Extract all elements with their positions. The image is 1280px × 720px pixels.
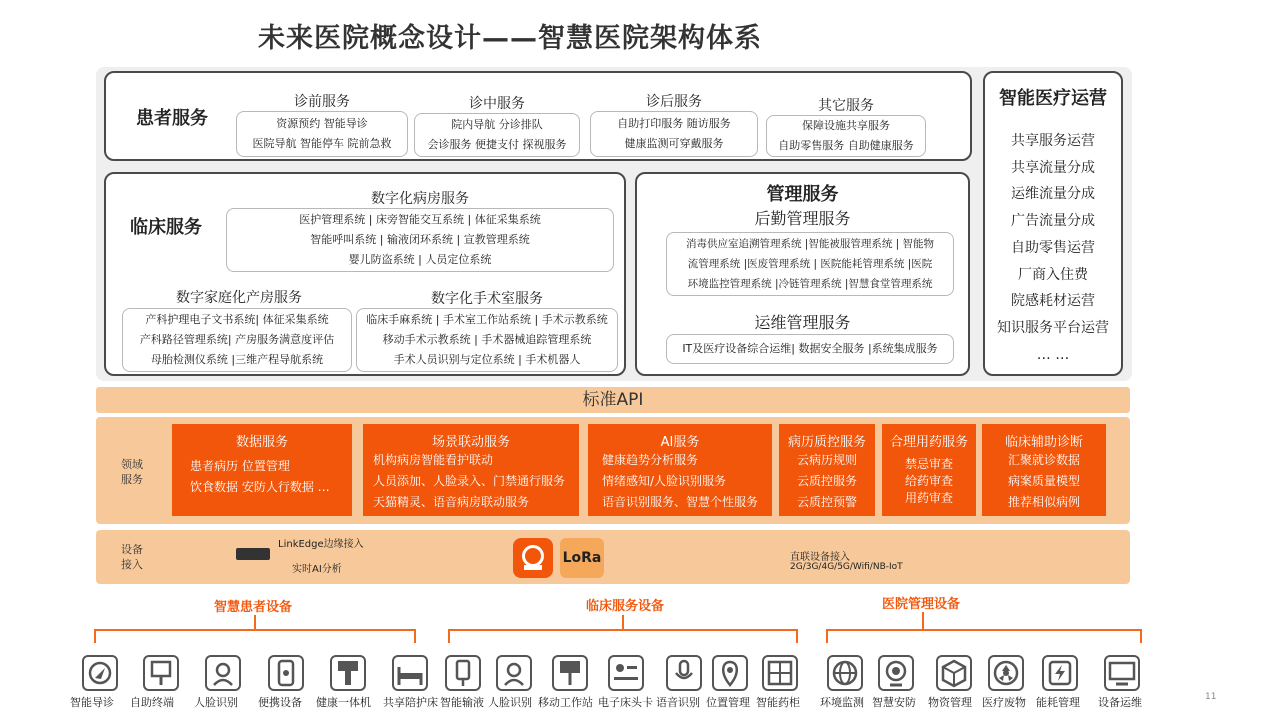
in-visit-line: 会诊服务 便捷支付 探视服务 [427,138,567,151]
device-label: 人脸识别 [488,696,532,709]
digital-ward-line: 婴儿防盗系统 | 人员定位系统 [348,253,492,266]
ai-service-line: 健康趋势分析服务 [602,453,699,467]
device-label-line: 设备 [121,543,143,556]
data-service-line: 患者病历 位置管理 [190,459,290,473]
surgery-line: 手术人员识别与定位系统 | 手术机器人 [393,353,581,366]
digital-ward-box [226,208,614,272]
hazard-icon [988,655,1024,691]
clinical-services-label: 临床服务 [130,217,202,238]
device-label: 能耗管理 [1036,696,1080,709]
patient-services-label: 患者服务 [136,108,208,129]
clinical-devices-bracket [448,629,798,643]
surgery-box [356,308,618,372]
other-services-line: 保障设施共享服务 [802,119,890,132]
operations-item: 知识服务平台运营 [997,319,1109,336]
clinical-diagnosis-line: 病案质量模型 [1007,474,1080,488]
pre-visit-title: 诊前服务 [294,94,350,110]
kiosk-icon [143,655,179,691]
direct-access-title: 直联设备接入 [790,552,850,563]
other-services-title: 其它服务 [818,98,874,114]
device-label: 物资管理 [928,696,972,709]
patient-devices-bracket [94,629,416,643]
edge-gateway-icon [236,548,270,560]
device-label: 智能输液 [440,696,484,709]
digital-ward-line: 智能呼叫系统 | 输液闭环系统 | 宣教管理系统 [310,233,530,246]
wireless-hub-icon [513,538,553,578]
microphone-icon [666,655,702,691]
face-id-icon [496,655,532,691]
data-service-title: 数据服务 [235,435,288,450]
bed-icon [392,655,428,691]
scene-linkage-line: 人员添加、人脸录入、门禁通行服务 [373,474,566,488]
hospital-devices-bracket [826,629,1142,643]
scene-linkage-line: 机构病房智能看护联动 [373,453,494,467]
rational-drug-line: 禁忌审查 [904,457,953,471]
operations-item: 运维流量分成 [1011,186,1095,203]
device-label: 医疗废物 [982,696,1026,709]
lora-badge: LoRa [560,538,604,578]
operations-list [983,128,1123,368]
operations-item: 广告流量分成 [1011,213,1095,230]
portable-device-icon [268,655,304,691]
maintenance-line: IT及医疗设备综合运维| 数据安全服务 |系统集成服务 [682,342,938,355]
device-access-label [110,542,154,572]
linkedge-title: LinkEdge边缘接入 [278,539,364,550]
logistics-line: 环境监控管理系统 |冷链管理系统 |智慧食堂管理系统 [687,278,933,290]
direct-access-subtitle: 2G/3G/4G/5G/Wifi/NB-IoT [790,562,903,572]
logistics-line: 流管理系统 |医废管理系统 | 医院能耗管理系统 |医院 [687,258,933,270]
operations-title: 智能医疗运营 [999,88,1107,109]
navigation-icon [82,655,118,691]
record-qc-line: 云质控服务 [796,474,857,488]
other-services-box [766,115,926,157]
scene-linkage-title: 场景联动服务 [431,435,510,450]
in-visit-line: 院内导航 分诊排队 [451,118,543,131]
operations-item: 共享流量分成 [1011,159,1095,176]
device-label: 电子床头卡 [598,696,653,709]
maintenance-title: 运维管理服务 [754,313,851,332]
post-visit-line: 自助打印服务 随访服务 [617,117,731,130]
data-service-box [172,424,352,516]
logistics-title: 后勤管理服务 [754,209,851,228]
page-title: 未来医院概念设计——智慧医院架构体系 [258,23,762,54]
monitor-icon [1104,655,1140,691]
domain-services-label [110,457,154,487]
device-label: 智慧安防 [872,696,916,709]
scene-linkage-line: 天猫精灵、语音病房联动服务 [373,495,530,509]
hospital-devices-title: 医院管理设备 [882,597,961,612]
maternity-box [122,308,352,372]
bracket-stem [254,615,256,629]
record-qc-line: 云病历规则 [796,453,857,467]
device-label: 位置管理 [706,696,750,709]
energy-icon [1042,655,1078,691]
device-label: 自助终端 [130,696,174,709]
device-label: 智能药柜 [756,696,800,709]
clinical-diagnosis-line: 汇聚就诊数据 [1007,453,1080,467]
operations-item: 共享服务运营 [1011,133,1095,149]
pre-visit-box [236,111,408,157]
bedside-card-icon [608,655,644,691]
rational-drug-line: 用药审查 [904,491,953,505]
camera-icon [878,655,914,691]
health-station-icon [330,655,366,691]
ai-service-line: 语音识别服务、智慧个性服务 [602,495,759,509]
face-id-icon [205,655,241,691]
device-label-line: 接入 [121,558,143,571]
clinical-diagnosis-line: 推荐相似病例 [1007,495,1080,509]
record-qc-title: 病历质控服务 [787,435,866,450]
management-services-label: 管理服务 [766,184,839,205]
bracket-stem [622,615,624,629]
operations-item: … … [1036,346,1070,363]
device-label: 人脸识别 [194,696,238,709]
device-label: 共享陪护床 [383,696,438,709]
clinical-devices-title: 临床服务设备 [586,599,665,614]
infusion-icon [445,655,481,691]
maternity-title: 数字家庭化产房服务 [176,290,302,306]
in-visit-box [414,113,580,157]
operations-item: 院感耗材运营 [1011,293,1095,310]
device-label: 健康一体机 [316,696,371,709]
record-qc-line: 云质控预警 [796,495,857,509]
pre-visit-line: 医院导航 智能停车 院前急救 [252,137,392,150]
logistics-line: 消毒供应室追溯管理系统 |智能被服管理系统 | 智能物 [685,238,935,250]
in-visit-title: 诊中服务 [469,96,525,112]
surgery-title: 数字化手术室服务 [431,291,543,307]
device-label: 环境监测 [820,696,864,709]
device-label: 便携设备 [258,696,302,709]
device-label: 设备运维 [1098,696,1142,709]
rational-drug-line: 给药审查 [904,474,953,488]
post-visit-line: 健康监测可穿戴服务 [624,137,724,150]
box-icon [936,655,972,691]
device-label: 移动工作站 [538,696,593,709]
device-label: 智能导诊 [70,696,114,709]
other-services-line: 自助零售服务 自助健康服务 [778,139,914,152]
clinical-diagnosis-box [982,424,1106,516]
linkedge-subtitle: 实时AI分析 [292,564,342,575]
logistics-box [666,232,954,296]
domain-label-line: 服务 [121,473,143,486]
pre-visit-line: 资源预约 智能导诊 [276,117,368,130]
medicine-cabinet-icon [762,655,798,691]
ai-service-title: AI服务 [660,435,700,450]
patient-devices-title: 智慧患者设备 [214,600,293,615]
page-number: 11 [1205,692,1217,702]
standard-api-bar: 标准API [96,387,1130,413]
ai-service-box [588,424,772,516]
maternity-line: 产科路径管理系统| 产房服务满意度评估 [139,333,335,346]
location-pin-icon [712,655,748,691]
digital-ward-title: 数字化病房服务 [371,191,469,207]
rational-drug-title: 合理用药服务 [889,435,968,450]
globe-icon [827,655,863,691]
operations-item: 厂商入住费 [1018,266,1088,283]
record-qc-box [779,424,875,516]
ai-service-line: 情绪感知/人脸识别服务 [602,474,727,488]
post-visit-title: 诊后服务 [646,94,702,110]
data-service-line: 饮食数据 安防人行数据 … [190,480,330,494]
device-label: 语音识别 [656,696,700,709]
bracket-stem [922,612,924,629]
digital-ward-line: 医护管理系统 | 床旁智能交互系统 | 体征采集系统 [299,213,541,226]
operations-item: 自助零售运营 [1011,239,1095,256]
maternity-line: 产科护理电子文书系统| 体征采集系统 [145,313,329,326]
mobile-workstation-icon [552,655,588,691]
maintenance-box [666,334,954,364]
post-visit-box [590,111,758,157]
clinical-diagnosis-title: 临床辅助诊断 [1004,435,1083,450]
rational-drug-box [882,424,976,516]
domain-label-line: 领域 [121,458,143,471]
surgery-line: 移动手术示教系统 | 手术器械追踪管理系统 [382,333,592,346]
surgery-line: 临床手麻系统 | 手术室工作站系统 | 手术示教系统 [366,313,608,326]
maternity-line: 母胎检测仪系统 |三维产程导航系统 [150,353,324,366]
scene-linkage-box [363,424,579,516]
